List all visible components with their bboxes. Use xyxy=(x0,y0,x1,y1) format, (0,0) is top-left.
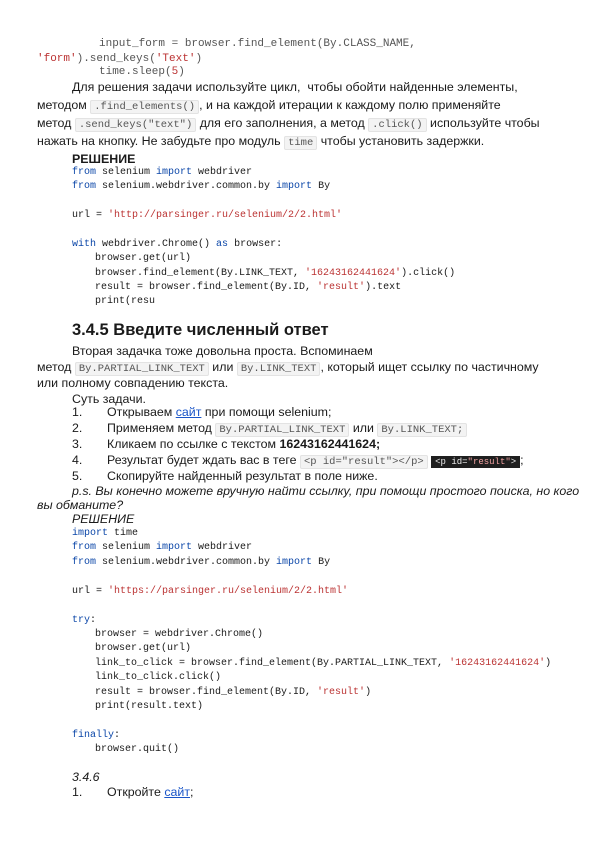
code-line: browser.find_element(By.LINK_TEXT, '16243162441624').click() xyxy=(95,268,456,279)
code-line: browser.get(url) xyxy=(95,643,192,654)
code-line: result = browser.find_element(By.ID, 'result').text xyxy=(95,282,402,293)
paragraph-line: нажать на кнопку. Не забудьте про модуль time чтобы установить задержки. xyxy=(37,134,485,149)
code-line: with webdriver.Chrome() as browser: xyxy=(72,239,283,250)
code-line: 'form').send_keys('Text') xyxy=(37,53,203,65)
dark-code-snippet: <p id="result"> xyxy=(431,456,520,468)
code-line: input_form = browser.find_element(By.CLASS_NAME, xyxy=(99,38,416,50)
section-title: 3.4.5 Введите численный ответ xyxy=(72,321,329,339)
code-line: url = 'https://parsinger.ru/selenium/2/2.html' xyxy=(72,586,349,597)
ps-line: p.s. Вы конечно можете вручную найти ссылку, при помощи простого поиска, но кого xyxy=(72,484,580,498)
code-line: result = browser.find_element(By.ID, 'result') xyxy=(95,687,372,698)
code-line: try: xyxy=(72,615,97,626)
site-link[interactable]: сайт xyxy=(164,785,190,799)
code-line: print(result.text) xyxy=(95,701,204,712)
code-line: import time xyxy=(72,528,139,539)
code-line: url = 'http://parsinger.ru/selenium/2/2.html' xyxy=(72,210,343,221)
list-item: 3. Кликаем по ссылке с текстом 16243162441624; xyxy=(72,437,381,451)
list-item: 2. Применяем метод By.PARTIAL_LINK_TEXT или By.LINK_TEXT; xyxy=(72,419,467,439)
paragraph-line: Вторая задачка тоже довольна проста. Вспоминаем xyxy=(72,344,373,358)
code-line: finally: xyxy=(72,730,121,741)
paragraph-line: метод By.PARTIAL_LINK_TEXT или By.LINK_TEXT , который ищет ссылку по частичному xyxy=(37,360,539,375)
code-line: time.sleep(5) xyxy=(99,66,185,78)
solution-heading: РЕШЕНИЕ xyxy=(72,152,136,166)
solution-heading: РЕШЕНИЕ xyxy=(72,512,135,526)
code-line: from selenium.webdriver.common.by import By xyxy=(72,181,331,192)
paragraph-line: метод .send_keys("text") для его заполнения, а метод .click() используйте чтобы xyxy=(37,116,540,131)
code-line: from selenium import webdriver xyxy=(72,542,253,553)
paragraph-line: Суть задачи. xyxy=(72,392,146,406)
paragraph-line: или полному совпадению текста. xyxy=(37,376,229,390)
code-line: browser = webdriver.Chrome() xyxy=(95,629,264,640)
code-line: from selenium import webdriver xyxy=(72,167,253,178)
paragraph-line: Для решения задачи используйте цикл, чтобы обойти найденные элементы, xyxy=(72,80,518,94)
code-line: from selenium.webdriver.common.by import By xyxy=(72,557,331,568)
list-item: 1. Откройте сайт; xyxy=(72,785,194,799)
code-line: browser.get(url) xyxy=(95,253,192,264)
code-line: browser.quit() xyxy=(95,744,180,755)
code-line: print(resu xyxy=(95,296,156,307)
ps-line: вы обманите? xyxy=(37,498,124,512)
list-item: 5. Скопируйте найденный результат в поле ниже. xyxy=(72,469,378,483)
site-link[interactable]: сайт xyxy=(175,405,202,419)
list-item: 4. Результат будет ждать вас в теге <p id="result"></p> <p id="result"> ; xyxy=(72,453,524,468)
paragraph-line: методом .find_elements() , и на каждой итерации к каждому полю применяйте xyxy=(37,98,501,113)
list-item: 1. Открываем сайт при помощи selenium; xyxy=(72,405,332,419)
code-line: link_to_click = browser.find_element(By.PARTIAL_LINK_TEXT, '16243162441624') xyxy=(95,658,552,669)
next-section-title: 3.4.6 xyxy=(72,770,100,784)
code-line: link_to_click.click() xyxy=(95,672,222,683)
